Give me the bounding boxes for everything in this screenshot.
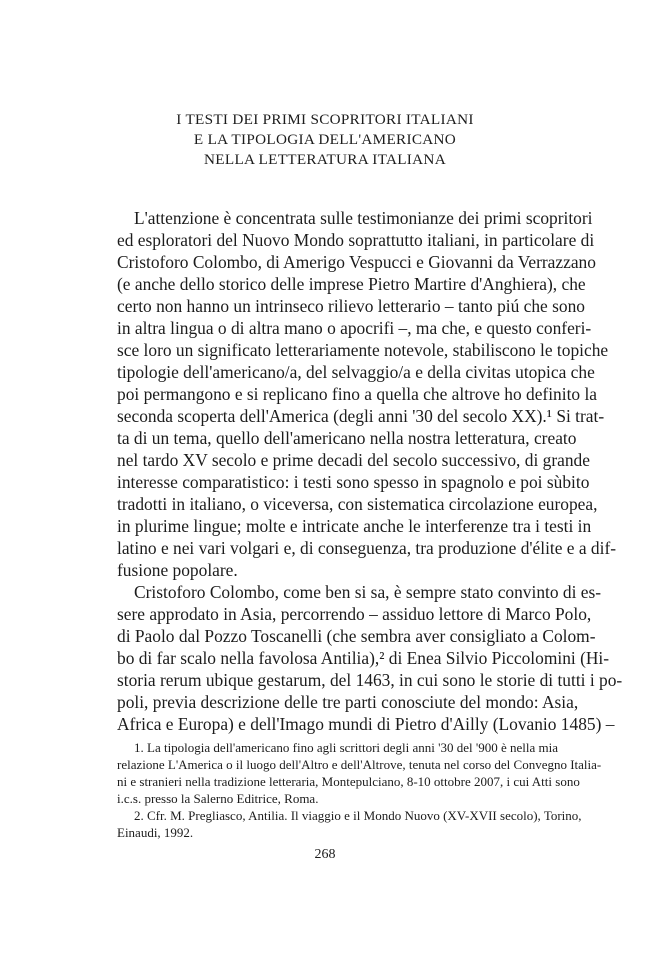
footnote-line: 1. La tipologia dell'americano fino agli scrittori degli anni '30 del '900 è nella mia <box>134 740 558 755</box>
text-line: interesse comparatistico: i testi sono spesso in spagnolo e poi sùbito <box>117 472 590 492</box>
text-line: certo non hanno un intrinseco rilievo letterario – tanto piú che sono <box>117 296 585 316</box>
heading-line: E LA TIPOLOGIA DELL'AMERICANO <box>193 131 457 148</box>
text-line: fusione popolare. <box>117 560 238 580</box>
chapter-heading <box>118 110 532 170</box>
text-line: tradotti in italiano, o viceversa, con sistematica circolazione europea, <box>117 494 598 514</box>
text-line: ed esploratori del Nuovo Mondo soprattutto italiani, in particolare di <box>117 230 595 250</box>
text-line: L'attenzione è concentrata sulle testimonianze dei primi scopritori <box>134 208 593 228</box>
text-line: di Paolo dal Pozzo Toscanelli (che sembra aver consigliato a Colom- <box>117 626 596 646</box>
text-line: sere approdato in Asia, percorrendo – assiduo lettore di Marco Polo, <box>117 604 592 624</box>
text-line: ta di un tema, quello dell'americano nella nostra letteratura, creato <box>117 428 577 448</box>
text-line: bo di far scalo nella favolosa Antilia),² di Enea Silvio Piccolomini (Hi- <box>117 648 610 668</box>
heading-line: NELLA LETTERATURA ITALIANA <box>204 151 446 168</box>
text-line: in plurime lingue; molte e intricate anche le interferenze tra i testi in <box>117 516 592 536</box>
text-line: in altra lingua o di altra mano o apocrifi –, ma che, e questo conferi- <box>117 318 592 338</box>
text-line: sce loro un significato letterariamente notevole, stabiliscono le topiche <box>117 340 609 360</box>
text-line: Cristoforo Colombo, di Amerigo Vespucci e Giovanni da Verrazzano <box>117 252 596 272</box>
text-line: poli, previa descrizione delle tre parti conosciute del mondo: Asia, <box>117 692 579 712</box>
text-line: seconda scoperta dell'America (degli anni '30 del secolo XX).¹ Si trat- <box>117 406 605 426</box>
heading-line: I TESTI DEI PRIMI SCOPRITORI ITALIANI <box>176 111 474 128</box>
page-number: 268 <box>314 847 336 862</box>
text-line: nel tardo XV secolo e prime decadi del secolo successivo, di grande <box>117 450 590 470</box>
text-line: poi permangono e si replicano fino a quella che altrove ho definito la <box>117 384 598 404</box>
footnote-line: Einaudi, 1992. <box>117 825 194 840</box>
footnote-line: i.c.s. presso la Salerno Editrice, Roma. <box>117 791 319 806</box>
footnote-line: ni e stranieri nella tradizione letteraria, Montepulciano, 8-10 ottobre 2007, i cui Atti sono <box>117 774 580 789</box>
text-line: tipologie dell'americano/a, del selvaggio/a e della civitas utopica che <box>117 362 595 382</box>
text-line: (e anche dello storico delle imprese Pietro Martire d'Anghiera), che <box>117 274 586 294</box>
footnote-line: relazione L'America o il luogo dell'Altro e dell'Altrove, tenuta nel corso del Convegno Italia- <box>117 757 602 772</box>
footnote-line: 2. Cfr. M. Pregliasco, Antilia. Il viaggio e il Mondo Nuovo (XV-XVII secolo), Torino, <box>134 808 582 823</box>
text-line: Cristoforo Colombo, come ben si sa, è sempre stato convinto di es- <box>134 582 602 602</box>
text-line: Africa e Europa) e dell'Imago mundi di Pietro d'Ailly (Lovanio 1485) – <box>117 714 615 734</box>
text-line: latino e nei vari volgari e, di conseguenza, tra produzione d'élite e a dif- <box>117 538 617 558</box>
text-line: storia rerum ubique gestarum, del 1463, in cui sono le storie di tutti i po- <box>117 670 623 690</box>
